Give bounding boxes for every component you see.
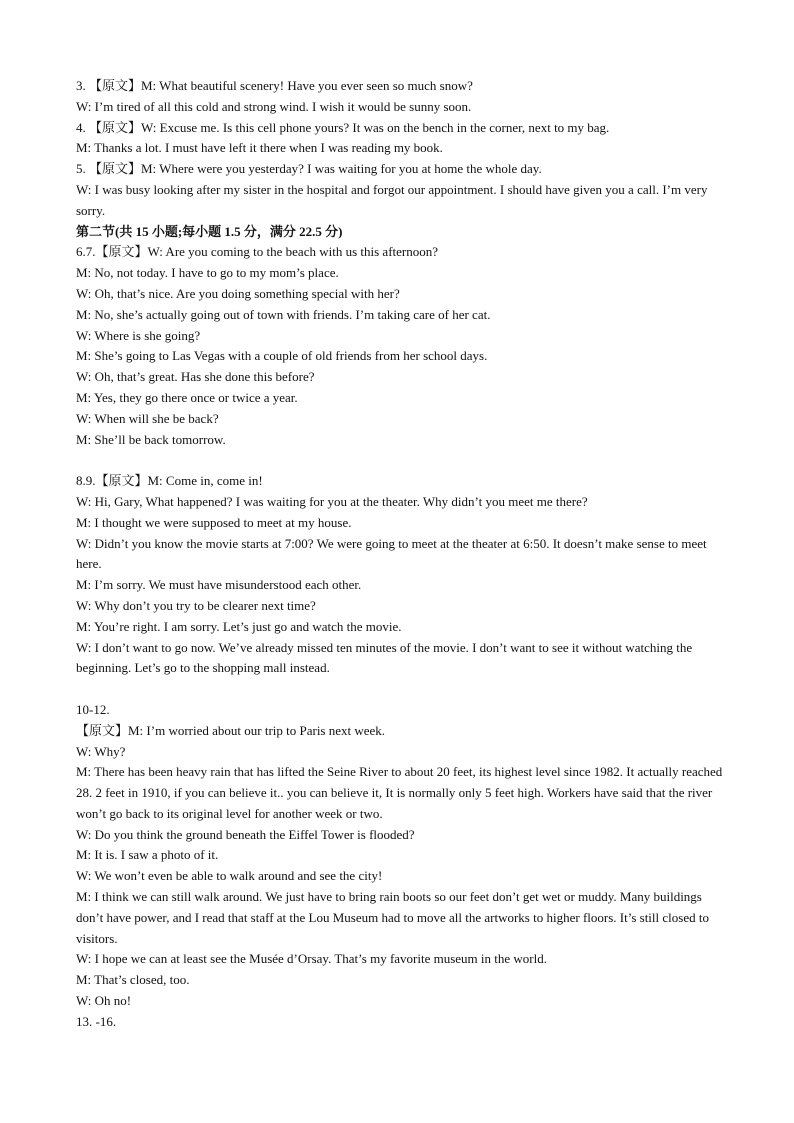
- transcript-line: W: Didn’t you know the movie starts at 7:00? We were going to meet at the theater at 6:50. It doesn’t make sense to meet here.: [76, 535, 707, 572]
- transcript-line: W: Oh, that’s nice. Are you doing something special with her?: [76, 285, 400, 301]
- transcript-line: 4. 【原文】W: Excuse me. Is this cell phone yours? It was on the bench in the corner, next to my bag.: [76, 119, 610, 135]
- transcript-line: M: She’s going to Las Vegas with a couple of old friends from her school days.: [76, 348, 488, 364]
- transcript-line: W: Do you think the ground beneath the Eiffel Tower is flooded?: [76, 826, 415, 842]
- transcript-line: W: I hope we can at least see the Musée d’Orsay. That’s my favorite museum in the world.: [76, 951, 547, 967]
- transcript-line: M: That’s closed, too.: [76, 972, 190, 988]
- transcript-line: W: I’m tired of all this cold and strong wind. I wish it would be sunny soon.: [76, 98, 472, 114]
- transcript-line: 【原文】M: I’m worried about our trip to Paris next week.: [76, 722, 386, 738]
- transcript-line: M: Yes, they go there once or twice a year.: [76, 389, 298, 405]
- transcript-line: M: No, she’s actually going out of town with friends. I’m taking care of her cat.: [76, 306, 491, 322]
- transcript-line: M: She’ll be back tomorrow.: [76, 431, 226, 447]
- blank-line: [76, 450, 726, 471]
- transcript-line: M: I thought we were supposed to meet at my house.: [76, 514, 352, 530]
- transcript-line: 10-12.: [76, 701, 110, 717]
- blank-line: [76, 679, 726, 700]
- transcript-line: W: Hi, Gary, What happened? I was waiting for you at the theater. Why didn’t you meet me there?: [76, 493, 588, 509]
- section-heading: 第二节(共 15 小题;每小题 1.5 分，满分 22.5 分): [76, 223, 343, 239]
- transcript-line: M: No, not today. I have to go to my mom’s place.: [76, 265, 339, 281]
- transcript-line: W: Why?: [76, 743, 126, 759]
- transcript-line: W: Why don’t you try to be clearer next time?: [76, 597, 316, 613]
- transcript-line: W: I was busy looking after my sister in the hospital and forgot our appointment. I should have given you a call. I’m very sorry.: [76, 181, 708, 218]
- transcript-line: 5. 【原文】M: Where were you yesterday? I was waiting for you at home the whole day.: [76, 161, 542, 177]
- transcript-line: M: You’re right. I am sorry. Let’s just go and watch the movie.: [76, 618, 402, 634]
- transcript-line: 6.7.【原文】W: Are you coming to the beach with us this afternoon?: [76, 244, 439, 260]
- transcript-line: M: Thanks a lot. I must have left it there when I was reading my book.: [76, 140, 443, 156]
- transcript-line: 8.9.【原文】M: Come in, come in!: [76, 473, 263, 489]
- transcript-line: M: I think we can still walk around. We just have to bring rain boots so our feet don’t get wet or muddy. Many buildings don’t have power, and I read that staff at the Lou Museum had to move all the artworks to higher floors. It’s still closed to visitors.: [76, 889, 709, 946]
- transcript-line: 13. -16.: [76, 1013, 117, 1029]
- transcript-line: W: Oh no!: [76, 993, 132, 1009]
- transcript-line: W: Where is she going?: [76, 327, 201, 343]
- transcript-line: W: I don’t want to go now. We’ve already missed ten minutes of the movie. I don’t want to see it without watching the beginning. Let’s go to the shopping mall instead.: [76, 639, 693, 676]
- document-page: [76, 76, 726, 1033]
- transcript-line: M: It is. I saw a photo of it.: [76, 847, 219, 863]
- transcript-line: M: There has been heavy rain that has lifted the Seine River to about 20 feet, its highest level since 1982. It actually reached 28. 2 feet in 1910, if you can believe it.. you can believe it, It is normally only 5 feet high. Workers have said that the river won’t go back to its original level for another week or two.: [76, 764, 723, 821]
- transcript-line: W: We won’t even be able to walk around and see the city!: [76, 868, 383, 884]
- transcript-line: M: I’m sorry. We must have misunderstood each other.: [76, 577, 362, 593]
- transcript-line: W: When will she be back?: [76, 410, 219, 426]
- transcript-line: 3. 【原文】M: What beautiful scenery! Have you ever seen so much snow?: [76, 78, 473, 93]
- transcript-line: W: Oh, that’s great. Has she done this before?: [76, 369, 315, 385]
